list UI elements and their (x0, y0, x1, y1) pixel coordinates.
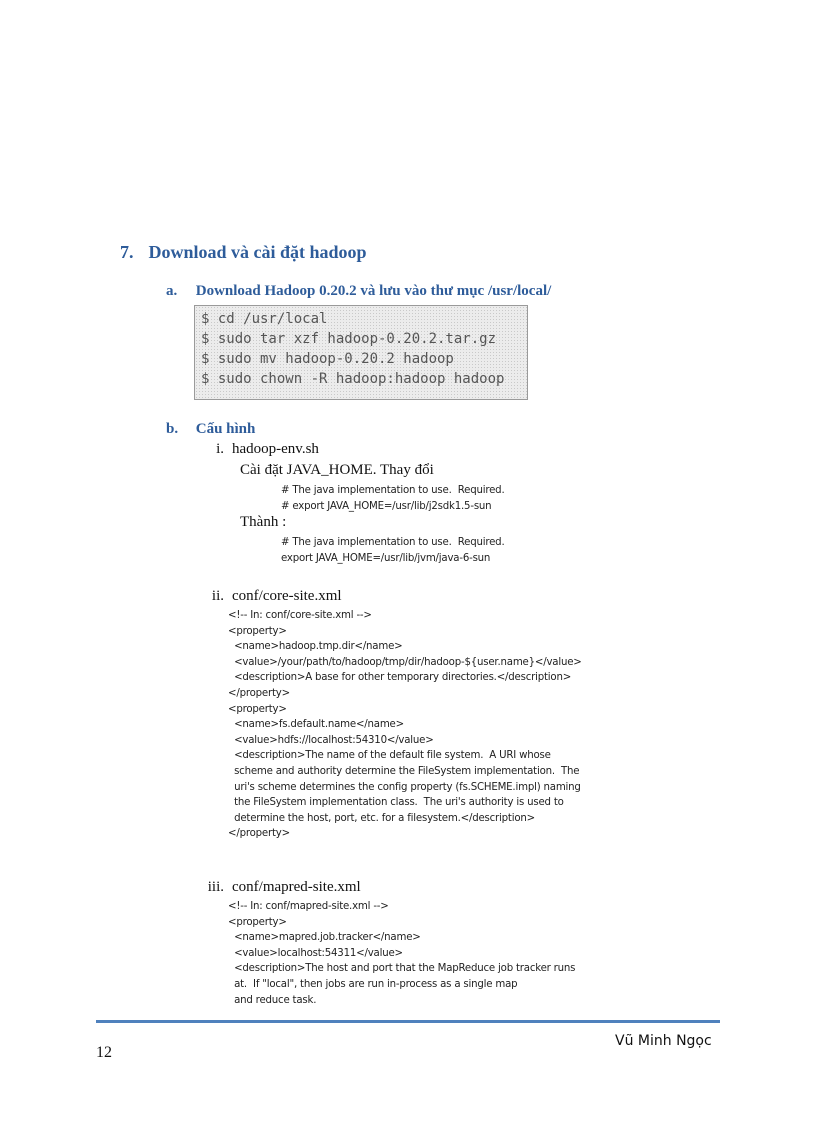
subheading-b (166, 421, 255, 438)
xml-line: <description>The name of the default file system. A URI whose (228, 750, 551, 762)
section-heading (120, 242, 367, 263)
xml-line: <property> (228, 625, 287, 637)
subheading-a-label: a. (166, 283, 178, 299)
item-ii-heading (196, 588, 342, 605)
xml-line: </property> (228, 828, 290, 840)
footer-divider (96, 1020, 720, 1023)
mapred-site-xml-block (228, 899, 575, 1008)
xml-line: <value>hdfs://localhost:54310</value> (228, 734, 434, 746)
item-i-heading (196, 441, 319, 458)
xml-line: <description>A base for other temporary directories.</description> (228, 672, 572, 684)
xml-line: the FileSystem implementation class. The uri's authority is used to (228, 797, 564, 809)
code-line: $ sudo tar xzf hadoop-0.20.2.tar.gz (201, 331, 497, 347)
xml-line: <!-- In: conf/core-site.xml --> (228, 610, 372, 621)
item-i-numeral: i. (216, 441, 224, 457)
xml-line: <name>fs.default.name</name> (228, 719, 404, 731)
xml-line: uri's scheme determines the config property (fs.SCHEME.impl) naming (228, 781, 581, 793)
item-iii-numeral: iii. (207, 879, 224, 895)
xml-line: scheme and authority determine the FileSystem implementation. The (228, 765, 580, 777)
xml-line: <property> (228, 916, 287, 928)
item-i-title: hadoop-env.sh (232, 441, 319, 457)
xml-line: </property> (228, 687, 290, 699)
section-title: Download và cài đặt hadoop (148, 242, 367, 262)
code-line: $ cd /usr/local (201, 311, 328, 327)
config-line: # The java implementation to use. Required. (281, 537, 505, 548)
config-line: # The java implementation to use. Required. (281, 485, 505, 496)
xml-line: determine the host, port, etc. for a filesystem.</description> (228, 812, 535, 824)
java-home-original-block (281, 483, 505, 514)
item-iii-heading (196, 879, 361, 896)
footer-author: Vũ Minh Ngọc (615, 1033, 712, 1049)
java-home-instruction: Cài đặt JAVA_HOME. Thay đổi (240, 462, 434, 478)
xml-line: and reduce task. (228, 994, 317, 1006)
xml-line: <property> (228, 703, 287, 715)
subheading-a-title: Download Hadoop 0.20.2 và lưu vào thư mục /usr/local/ (195, 283, 552, 299)
item-ii-title: conf/core-site.xml (232, 588, 342, 604)
item-iii-title: conf/mapred-site.xml (232, 879, 361, 895)
to-label: Thành : (240, 514, 287, 530)
subheading-a (166, 283, 551, 300)
java-home-new-block (281, 535, 505, 566)
section-number: 7. (120, 242, 134, 262)
xml-line: <value>localhost:54311</value> (228, 947, 403, 959)
install-code-block (194, 305, 528, 400)
config-line: export JAVA_HOME=/usr/lib/jvm/java-6-sun (281, 552, 491, 564)
core-site-xml-block (228, 608, 582, 842)
xml-line: <description>The host and port that the MapReduce job tracker runs (228, 963, 576, 975)
subheading-b-title: Cấu hình (195, 421, 256, 437)
xml-line: <!-- In: conf/mapred-site.xml --> (228, 901, 389, 912)
page-number: 12 (96, 1044, 112, 1061)
subheading-b-label: b. (166, 421, 179, 437)
xml-line: <name>mapred.job.tracker</name> (228, 932, 421, 944)
item-ii-numeral: ii. (211, 588, 224, 604)
xml-line: <value>/your/path/to/hadoop/tmp/dir/hadoop-${user.name}</value> (228, 656, 582, 668)
code-line: $ sudo mv hadoop-0.20.2 hadoop (201, 351, 454, 367)
config-line: # export JAVA_HOME=/usr/lib/j2sdk1.5-sun (281, 500, 492, 512)
xml-line: <name>hadoop.tmp.dir</name> (228, 641, 403, 653)
xml-line: at. If "local", then jobs are run in-process as a single map (228, 978, 518, 990)
code-line: $ sudo chown -R hadoop:hadoop hadoop (201, 371, 505, 387)
